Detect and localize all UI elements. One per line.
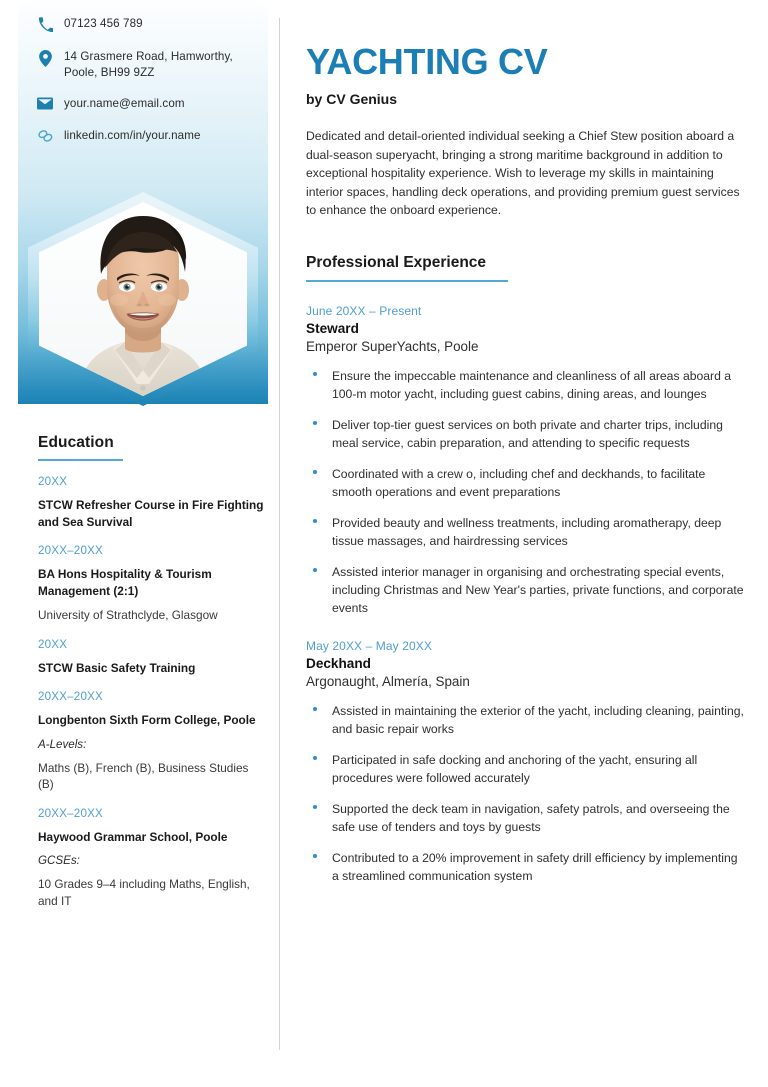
bullet-dot-icon bbox=[306, 800, 332, 836]
job-bullet-text: Participated in safe docking and anchoring of the yacht, ensuring all procedures were followed accurately bbox=[332, 752, 698, 785]
job-bullet bbox=[306, 800, 746, 836]
contact-phone[interactable] bbox=[32, 16, 254, 33]
phone-icon bbox=[32, 16, 58, 32]
contact-list bbox=[18, 16, 268, 161]
job-bullet-text: Ensure the impeccable maintenance and cleanliness of all areas aboard a 100-m motor yacht, including guest cabins, dining areas, and lounges bbox=[332, 368, 732, 401]
job-role: Deckhand bbox=[306, 655, 371, 671]
job-bullet bbox=[306, 751, 746, 787]
contact-email[interactable] bbox=[32, 96, 254, 113]
job-bullet bbox=[306, 849, 746, 885]
job-bullet-text: Contributed to a 20% improvement in safety drill efficiency by implementing a streamlined communication system bbox=[332, 850, 738, 883]
education-title: STCW Basic Safety Training bbox=[38, 660, 196, 675]
education-section bbox=[38, 434, 266, 909]
bullet-dot-icon bbox=[306, 751, 332, 787]
contact-address-text: 14 Grasmere Road, Hamworthy, Poole, BH99 9ZZ bbox=[64, 49, 233, 79]
bullet-dot-icon bbox=[306, 563, 332, 617]
job-bullet bbox=[306, 514, 746, 550]
professional-summary: Dedicated and detail-oriented individual seeking a Chief Stew position aboard a dual-season superyacht, bringing a strong maritime background in addition to exceptional hospitality experience. Wish to leverage my skills in maintaining interior spaces, handling deck operations, and providing premium guest services to enhance the onboard experience. bbox=[306, 129, 740, 218]
job-bullet bbox=[306, 563, 746, 617]
contact-phone-text: 07123 456 789 bbox=[64, 17, 143, 30]
sidebar bbox=[0, 0, 279, 1087]
education-date: 20XX bbox=[38, 475, 68, 488]
job-bullet bbox=[306, 367, 746, 403]
education-item bbox=[38, 475, 266, 530]
education-detail: 10 Grades 9–4 including Maths, English, and IT bbox=[38, 877, 250, 908]
education-heading: Education bbox=[38, 434, 114, 451]
contact-address[interactable] bbox=[32, 49, 254, 82]
job-bullet-text: Assisted in maintaining the exterior of the yacht, including cleaning, painting, and basic repair works bbox=[332, 703, 744, 736]
byline: by CV Genius bbox=[306, 91, 398, 107]
job-role: Steward bbox=[306, 320, 359, 336]
job-bullet-text: Provided beauty and wellness treatments, including aromatherapy, deep tissue massages, and hairdressing services bbox=[332, 515, 722, 548]
bullet-dot-icon bbox=[306, 702, 332, 738]
avatar bbox=[28, 192, 258, 406]
education-detail: Maths (B), French (B), Business Studies (B) bbox=[38, 760, 249, 791]
job-date: May 20XX – May 20XX bbox=[306, 638, 432, 653]
experience-heading: Professional Experience bbox=[306, 253, 487, 271]
education-title: Longbenton Sixth Form College, Poole bbox=[38, 713, 256, 727]
job-bullet bbox=[306, 702, 746, 738]
job-bullet bbox=[306, 416, 746, 452]
education-subtitle: University of Strathclyde, Glasgow bbox=[38, 608, 218, 622]
job-bullet-list bbox=[306, 702, 746, 885]
page-title: YACHTING CV bbox=[306, 41, 548, 82]
job-bullet-text: Supported the deck team in navigation, safety patrols, and overseeing the safe use of tenders and toys by guests bbox=[332, 801, 730, 834]
education-item bbox=[38, 638, 266, 677]
link-icon bbox=[32, 128, 58, 143]
location-pin-icon bbox=[32, 49, 58, 67]
job-bullet-text: Deliver top-tier guest services on both private and charter trips, including meal service, cabin preparation, and attending to specific requests bbox=[332, 417, 723, 450]
education-heading-rule bbox=[38, 459, 123, 461]
job-bullet-text: Coordinated with a crew o, including chef and deckhands, to facilitate smooth operations and event preparations bbox=[332, 466, 706, 499]
bullet-dot-icon bbox=[306, 465, 332, 501]
job-date: June 20XX – Present bbox=[306, 303, 422, 318]
education-label: GCSEs: bbox=[38, 854, 80, 867]
main-column bbox=[306, 0, 746, 898]
bullet-dot-icon bbox=[306, 416, 332, 452]
education-date: 20XX–20XX bbox=[38, 544, 103, 557]
education-label: A-Levels: bbox=[38, 737, 87, 751]
envelope-icon bbox=[32, 96, 58, 110]
experience-entry bbox=[306, 639, 746, 885]
experience-heading-rule bbox=[306, 280, 508, 282]
bullet-dot-icon bbox=[306, 514, 332, 550]
education-title: STCW Refresher Course in Fire Fighting and Sea Survival bbox=[38, 498, 264, 529]
education-item bbox=[38, 544, 266, 624]
contact-linkedin[interactable] bbox=[32, 128, 254, 145]
education-title: Haywood Grammar School, Poole bbox=[38, 829, 228, 844]
education-date: 20XX bbox=[38, 637, 68, 651]
education-date: 20XX–20XX bbox=[38, 806, 103, 820]
job-bullet-list bbox=[306, 367, 746, 617]
job-bullet-text: Assisted interior manager in organising and orchestrating special events, including Christmas and New Year's parties, private functions, and corporate events bbox=[332, 564, 744, 615]
education-item bbox=[38, 690, 266, 793]
column-divider bbox=[279, 18, 280, 1050]
job-company: Argonaught, Almería, Spain bbox=[306, 673, 470, 689]
contact-email-text: your.name@email.com bbox=[64, 96, 185, 110]
bullet-dot-icon bbox=[306, 367, 332, 403]
education-title: BA Hons Hospitality & Tourism Management (2:1) bbox=[38, 567, 212, 598]
experience-entry bbox=[306, 304, 746, 617]
contact-linkedin-text: linkedin.com/in/your.name bbox=[64, 129, 201, 142]
job-company: Emperor SuperYachts, Poole bbox=[306, 338, 479, 354]
bullet-dot-icon bbox=[306, 849, 332, 885]
education-item bbox=[38, 807, 266, 910]
job-bullet bbox=[306, 465, 746, 501]
education-date: 20XX–20XX bbox=[38, 690, 103, 703]
